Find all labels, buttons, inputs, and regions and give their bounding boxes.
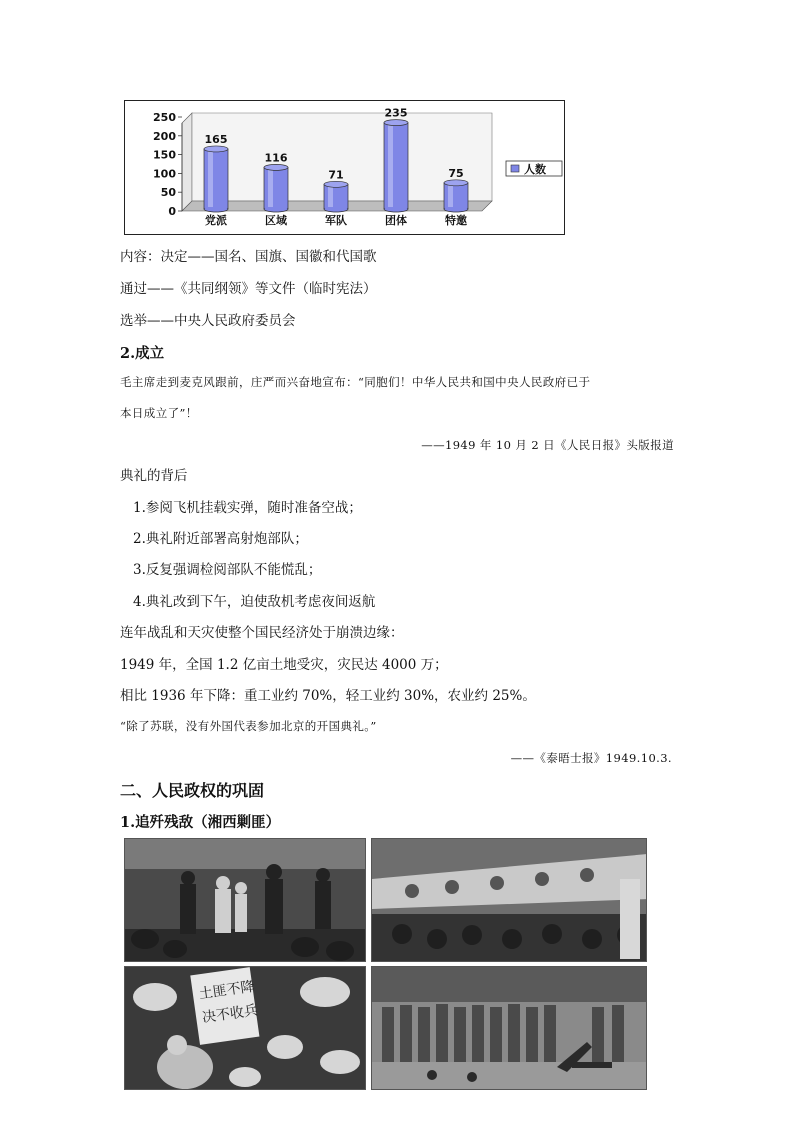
- subsection-heading: 1.追歼残敌（湘西剿匪）: [120, 814, 281, 831]
- section-heading-founding: 2.成立: [120, 345, 165, 362]
- y-tick-label: 100: [153, 167, 176, 181]
- list-item: 1.参阅飞机挂载实弹，随时准备空战；: [133, 500, 362, 516]
- photo-public-trial: [371, 838, 647, 962]
- y-tick-label: 0: [168, 205, 176, 218]
- elected-line: 选举——中央人民政府委员会: [120, 313, 296, 329]
- data-label: 116: [264, 151, 288, 165]
- economy-line-1: 连年战乱和天灾使整个国民经济处于崩溃边缘：: [120, 625, 404, 641]
- list-item: 4.典礼改到下午，迫使敌机考虑夜间返航: [133, 594, 376, 610]
- chart-side-wall: [182, 113, 192, 211]
- y-tick-label: 250: [153, 111, 176, 124]
- x-tick-label: 团体: [385, 214, 407, 227]
- quote-source: ——1949 年 10 月 2 日《人民日报》头版报道: [421, 438, 674, 452]
- times-quote-source: ——《泰晤士报》1949.10.3.: [510, 751, 672, 765]
- slogan-sign-text: 决不收兵: [201, 1002, 259, 1027]
- legend-label: 人数: [524, 163, 546, 176]
- data-label: 71: [328, 168, 344, 182]
- x-tick-label: 军队: [325, 214, 347, 227]
- photo-surrendered-bandits: [371, 966, 647, 1090]
- photo-slogan-sign: [124, 966, 366, 1090]
- content-line: 内容：决定——国名、国旗、国徽和代国歌: [120, 249, 377, 265]
- y-tick-label: 200: [153, 129, 176, 143]
- bar-chart: [124, 100, 565, 235]
- data-label: 75: [448, 166, 464, 180]
- passed-line: 通过——《共同纲领》等文件（临时宪法）: [120, 281, 377, 297]
- part-heading: 二、人民政权的巩固: [120, 781, 265, 800]
- photo-crowd-execution: [124, 838, 366, 962]
- economy-line-2: 1949 年，全国 1.2 亿亩土地受灾，灾民达 4000 万；: [120, 657, 448, 673]
- photo-public-trial-image: [372, 839, 647, 962]
- quote-line-1: 毛主席走到麦克风跟前，庄严而兴奋地宣布：“同胞们！中华人民共和国中央人民政府已于: [120, 375, 591, 389]
- bar-区域: [264, 164, 288, 212]
- x-tick-label: 特邀: [445, 214, 467, 227]
- economy-line-3: 相比 1936 年下降：重工业约 70%，轻工业约 30%，农业约 25%。: [120, 688, 536, 704]
- bar-军队: [324, 181, 348, 212]
- x-tick-label: 党派: [205, 214, 227, 227]
- bar-chart-svg: [125, 101, 566, 236]
- photo-crowd-execution-image: [125, 839, 366, 962]
- background-title: 典礼的背后: [120, 468, 188, 484]
- bar-党派: [204, 146, 228, 212]
- quote-line-2: 本日成立了”！: [120, 406, 198, 420]
- data-label: 165: [204, 132, 228, 146]
- list-item: 3.反复强调检阅部队不能慌乱；: [133, 562, 322, 578]
- slogan-sign-text: 土匪不降: [197, 978, 256, 1003]
- data-label: 235: [384, 106, 408, 120]
- y-tick-label: 150: [153, 148, 176, 162]
- y-tick-label: 50: [160, 186, 176, 200]
- list-item: 2.典礼附近部署高射炮部队；: [133, 531, 308, 547]
- x-tick-label: 区域: [265, 214, 287, 227]
- bar-特邀: [444, 180, 468, 212]
- legend-swatch: [511, 165, 519, 172]
- photo-surrendered-bandits-image: [372, 967, 647, 1090]
- times-quote: “除了苏联，没有外国代表参加北京的开国典礼。”: [120, 719, 377, 733]
- bar-团体: [384, 120, 408, 212]
- photo-slogan-sign-image: [125, 967, 366, 1090]
